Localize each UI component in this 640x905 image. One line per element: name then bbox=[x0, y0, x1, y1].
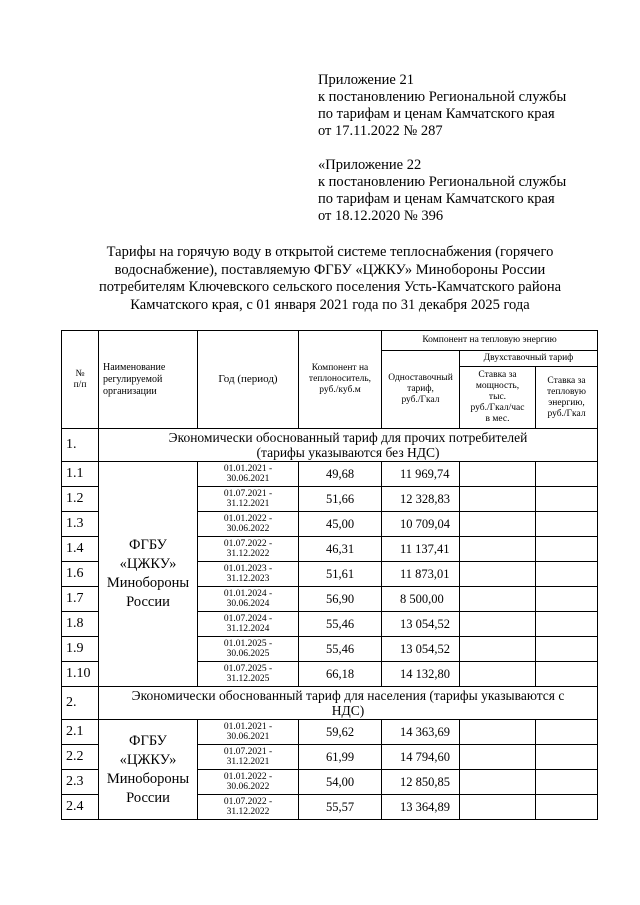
header-capacity-rate bbox=[460, 367, 536, 429]
period-start: 01.01.2023 - bbox=[223, 564, 273, 574]
period-cell bbox=[198, 745, 299, 770]
capacity-rate-value bbox=[460, 795, 536, 820]
single-rate-value: 10 709,04 bbox=[382, 512, 460, 537]
org-line: «ЦЖКУ» bbox=[119, 751, 177, 768]
period-end: 31.12.2021 bbox=[226, 499, 270, 509]
carrier-value: 55,46 bbox=[299, 612, 382, 637]
period-end: 31.12.2023 bbox=[226, 574, 270, 584]
header-line: Наименование bbox=[103, 361, 166, 373]
row-num: 2.1 bbox=[62, 720, 99, 745]
header-line: № bbox=[75, 368, 85, 379]
capacity-rate-value bbox=[460, 745, 536, 770]
carrier-value: 49,68 bbox=[299, 462, 382, 487]
carrier-value: 61,99 bbox=[299, 745, 382, 770]
header-carrier bbox=[299, 331, 382, 429]
period-start: 01.07.2022 - bbox=[223, 797, 273, 807]
single-rate-value: 11 873,01 bbox=[382, 562, 460, 587]
row-num: 1.8 bbox=[62, 612, 99, 637]
header-line: Ставка за bbox=[547, 375, 586, 386]
org-line: «ЦЖКУ» bbox=[119, 556, 177, 572]
header-line: тариф, bbox=[407, 384, 434, 394]
carrier-value: 45,00 bbox=[299, 512, 382, 537]
period-cell bbox=[198, 462, 299, 487]
period-start: 01.01.2025 - bbox=[223, 639, 273, 649]
org-line: ФГБУ bbox=[129, 732, 167, 749]
carrier-value: 55,57 bbox=[299, 795, 382, 820]
header-line: Одноставочный bbox=[388, 373, 453, 383]
energy-rate-value bbox=[536, 720, 598, 745]
period-start: 01.01.2022 - bbox=[223, 772, 273, 782]
header-line: организации bbox=[103, 385, 157, 397]
row-num: 1.2 bbox=[62, 487, 99, 512]
capacity-rate-value bbox=[460, 587, 536, 612]
energy-rate-value bbox=[536, 637, 598, 662]
appendix-line: от 17.11.2022 № 287 bbox=[318, 123, 443, 139]
carrier-value: 66,18 bbox=[299, 662, 382, 687]
period-cell bbox=[198, 487, 299, 512]
header-line: регулируемой bbox=[103, 373, 163, 385]
appendix-new-block bbox=[318, 72, 566, 140]
single-rate-value: 13 054,52 bbox=[382, 637, 460, 662]
header-period bbox=[198, 331, 299, 429]
period-start: 01.01.2022 - bbox=[223, 514, 273, 524]
appendix-line: от 18.12.2020 № 396 bbox=[318, 208, 444, 224]
header-line: мощность, bbox=[475, 381, 520, 391]
appendix-line: по тарифам и ценам Камчатского края bbox=[318, 106, 555, 122]
header-line: руб./Гкал/час bbox=[470, 403, 525, 413]
row-num: 1.1 bbox=[62, 462, 99, 487]
single-rate-value: 11 969,74 bbox=[382, 462, 460, 487]
capacity-rate-value bbox=[460, 462, 536, 487]
header-line: руб./Гкал bbox=[401, 395, 440, 405]
row-num: 2.4 bbox=[62, 795, 99, 820]
energy-rate-value bbox=[536, 770, 598, 795]
period-cell bbox=[198, 562, 299, 587]
energy-rate-value bbox=[536, 537, 598, 562]
appendix-line: «Приложение 22 bbox=[318, 157, 422, 173]
single-rate-value: 14 794,60 bbox=[382, 745, 460, 770]
period-cell bbox=[198, 662, 299, 687]
header-line: тепловую bbox=[547, 386, 586, 397]
carrier-value: 56,90 bbox=[299, 587, 382, 612]
period-end: 30.06.2025 bbox=[226, 649, 270, 659]
document-title bbox=[60, 244, 600, 314]
row-num: 1.4 bbox=[62, 537, 99, 562]
carrier-value: 55,46 bbox=[299, 637, 382, 662]
capacity-rate-value bbox=[460, 720, 536, 745]
section-title-line: Экономически обоснованный тариф для прочих потребителей bbox=[168, 430, 528, 445]
table-row bbox=[62, 720, 598, 745]
title-line: Камчатского края, с 01 января 2021 года по 31 декабря 2025 года bbox=[130, 296, 530, 313]
single-rate-value: 13 054,52 bbox=[382, 612, 460, 637]
period-end: 30.06.2024 bbox=[226, 599, 270, 609]
period-cell bbox=[198, 770, 299, 795]
single-rate-value: 12 850,85 bbox=[382, 770, 460, 795]
energy-rate-value bbox=[536, 562, 598, 587]
carrier-value: 51,61 bbox=[299, 562, 382, 587]
row-num: 2.2 bbox=[62, 745, 99, 770]
row-num: 1.7 bbox=[62, 587, 99, 612]
carrier-value: 59,62 bbox=[299, 720, 382, 745]
capacity-rate-value bbox=[460, 662, 536, 687]
energy-rate-value bbox=[536, 512, 598, 537]
title-line: потребителям Ключевского сельского поселения Усть-Камчатского района bbox=[98, 279, 562, 295]
energy-rate-value bbox=[536, 745, 598, 770]
period-cell bbox=[198, 587, 299, 612]
single-rate-value: 14 363,69 bbox=[382, 720, 460, 745]
section-title-line: (тарифы указываются без НДС) bbox=[256, 445, 440, 460]
period-start: 01.07.2022 - bbox=[223, 539, 273, 549]
header-line: Компонент на тепловую энергию bbox=[422, 335, 557, 345]
section-title-line: Экономически обоснованный тариф для населения (тарифы указываются с bbox=[131, 688, 565, 703]
period-cell bbox=[198, 612, 299, 637]
energy-rate-value bbox=[536, 612, 598, 637]
single-rate-value: 11 137,41 bbox=[382, 537, 460, 562]
period-end: 31.12.2021 bbox=[226, 757, 270, 767]
row-num: 2.3 bbox=[62, 770, 99, 795]
energy-rate-value bbox=[536, 462, 598, 487]
org-line: России bbox=[126, 789, 170, 806]
header-org bbox=[99, 331, 198, 429]
period-end: 31.12.2024 bbox=[226, 624, 270, 634]
header-line: руб./куб.м bbox=[319, 385, 361, 395]
appendix-line: по тарифам и ценам Камчатского края bbox=[318, 191, 555, 207]
period-cell bbox=[198, 720, 299, 745]
row-num: 1.10 bbox=[62, 662, 99, 687]
header-line: Ставка за bbox=[478, 370, 517, 380]
period-end: 31.12.2022 bbox=[226, 807, 270, 817]
header-line: Год (период) bbox=[218, 373, 278, 385]
header-single-rate bbox=[382, 351, 460, 429]
org-line: ФГБУ bbox=[129, 537, 167, 553]
period-start: 01.01.2021 - bbox=[223, 722, 273, 732]
section-num: 2. bbox=[62, 687, 99, 720]
period-start: 01.01.2021 - bbox=[223, 464, 273, 474]
header-line: руб./Гкал bbox=[547, 408, 586, 419]
title-line: водоснабжение), поставляемую ФГБУ «ЦЖКУ» Минобороны России bbox=[114, 261, 546, 278]
section-title bbox=[99, 429, 598, 462]
period-end: 30.06.2021 bbox=[226, 732, 270, 742]
org-line: Минобороны bbox=[106, 575, 190, 591]
organization-name bbox=[99, 720, 198, 820]
energy-rate-value bbox=[536, 795, 598, 820]
capacity-rate-value bbox=[460, 770, 536, 795]
single-rate-value: 14 132,80 bbox=[382, 662, 460, 687]
period-start: 01.01.2024 - bbox=[223, 589, 273, 599]
period-end: 31.12.2022 bbox=[226, 549, 270, 559]
period-cell bbox=[198, 637, 299, 662]
org-line: России bbox=[126, 594, 170, 610]
section-row bbox=[62, 429, 598, 462]
appendix-line: к постановлению Региональной службы bbox=[318, 174, 567, 190]
carrier-value: 51,66 bbox=[299, 487, 382, 512]
header-energy-rate bbox=[536, 367, 598, 429]
period-end: 30.06.2022 bbox=[226, 782, 270, 792]
tariff-table bbox=[61, 330, 598, 820]
row-num: 1.9 bbox=[62, 637, 99, 662]
period-end: 30.06.2022 bbox=[226, 524, 270, 534]
appendix-old-block bbox=[318, 157, 566, 225]
header-line: теплоноситель, bbox=[308, 374, 372, 384]
capacity-rate-value bbox=[460, 562, 536, 587]
capacity-rate-value bbox=[460, 612, 536, 637]
energy-rate-value bbox=[536, 587, 598, 612]
header-line: Компонент на bbox=[311, 363, 369, 373]
organization-name bbox=[99, 462, 198, 687]
period-start: 01.07.2025 - bbox=[223, 664, 273, 674]
header-two-rate bbox=[460, 351, 598, 367]
header-line: п/п bbox=[73, 379, 87, 390]
section-num: 1. bbox=[62, 429, 99, 462]
capacity-rate-value bbox=[460, 512, 536, 537]
energy-rate-value bbox=[536, 487, 598, 512]
single-rate-value: 8 500,00 bbox=[382, 587, 460, 612]
header-line: тыс. bbox=[488, 392, 507, 402]
section-title-line: НДС) bbox=[331, 703, 365, 718]
energy-rate-value bbox=[536, 662, 598, 687]
capacity-rate-value bbox=[460, 487, 536, 512]
appendix-line: к постановлению Региональной службы bbox=[318, 89, 567, 105]
period-cell bbox=[198, 537, 299, 562]
carrier-value: 54,00 bbox=[299, 770, 382, 795]
title-line: Тарифы на горячую воду в открытой системе теплоснабжения (горячего bbox=[106, 244, 554, 260]
period-start: 01.07.2021 - bbox=[223, 747, 273, 757]
single-rate-value: 12 328,83 bbox=[382, 487, 460, 512]
header-energy-group bbox=[382, 331, 598, 351]
period-start: 01.07.2021 - bbox=[223, 489, 273, 499]
single-rate-value: 13 364,89 bbox=[382, 795, 460, 820]
period-start: 01.07.2024 - bbox=[223, 614, 273, 624]
section-row bbox=[62, 687, 598, 720]
capacity-rate-value bbox=[460, 637, 536, 662]
header-line: в мес. bbox=[485, 414, 510, 424]
row-num: 1.6 bbox=[62, 562, 99, 587]
section-title bbox=[99, 687, 598, 720]
row-num: 1.3 bbox=[62, 512, 99, 537]
header-num bbox=[62, 331, 99, 429]
period-end: 30.06.2021 bbox=[226, 474, 270, 484]
table-row bbox=[62, 462, 598, 487]
period-end: 31.12.2025 bbox=[226, 674, 270, 684]
header-line: энергию, bbox=[548, 397, 585, 408]
carrier-value: 46,31 bbox=[299, 537, 382, 562]
header-line: Двухставочный тариф bbox=[483, 353, 574, 363]
appendix-line: Приложение 21 bbox=[318, 72, 414, 88]
capacity-rate-value bbox=[460, 537, 536, 562]
period-cell bbox=[198, 795, 299, 820]
period-cell bbox=[198, 512, 299, 537]
org-line: Минобороны bbox=[106, 770, 190, 787]
